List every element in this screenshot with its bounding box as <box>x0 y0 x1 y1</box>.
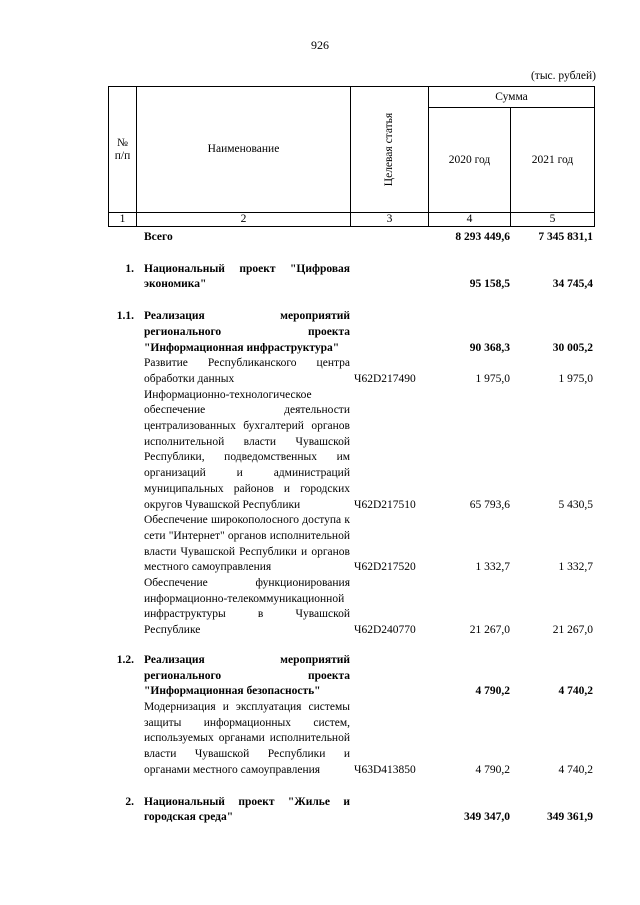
total-row <box>108 230 596 246</box>
header-year-2020: 2020 год <box>429 108 511 213</box>
table-row <box>108 576 596 639</box>
row-2020: 65 793,6 <box>469 498 510 511</box>
row-2020: 90 368,3 <box>469 341 510 354</box>
row-2021: 4 740,2 <box>558 685 593 698</box>
table-row <box>108 653 596 700</box>
row-code: Ч62D240770 <box>354 624 416 637</box>
row-number: 1.2. <box>116 653 134 666</box>
page-number: 926 <box>311 38 329 52</box>
row-code: Ч62D217490 <box>354 372 416 385</box>
row-name: Реализация мероприятий регионального проекта "Информационная безопасность" <box>144 653 350 698</box>
row-2021: 21 267,0 <box>552 624 593 637</box>
table-row <box>108 795 596 826</box>
table-row <box>108 309 596 356</box>
row-name: Национальный проект "Цифровая экономика" <box>144 262 350 291</box>
header-year-2021: 2021 год <box>511 108 595 213</box>
row-number: 1. <box>125 262 134 275</box>
table-row <box>108 388 596 514</box>
table-row <box>108 700 596 779</box>
header-name: Наименование <box>137 87 351 213</box>
row-2020: 95 158,5 <box>469 278 510 291</box>
row-name: Модернизация и эксплуатация системы защиты информационных систем, используемых органами исполнительной власти Чувашской Республики и органами местного самоуправления <box>144 700 350 776</box>
row-name: Обеспечение функционирования информационно-телекоммуникационной инфраструктуры в Чувашской Республике <box>144 577 350 637</box>
row-code: Ч62D217510 <box>354 498 416 511</box>
row-name: Реализация мероприятий регионального проекта "Информационная инфраструктура" <box>144 310 350 354</box>
row-2020: 21 267,0 <box>469 624 510 637</box>
row-2021: 1 975,0 <box>558 372 593 385</box>
row-2020: 4 790,2 <box>475 685 510 698</box>
row-name: Информационно-технологическое обеспечение деятельности централизованных бухгалтерий органов исполнительной власти Чувашской Республики, подведомственных им организаций и администраций муниципальных районов и городских округов Чувашской Республики <box>144 388 350 511</box>
row-2021: 5 430,5 <box>558 498 593 511</box>
table-header <box>108 86 595 227</box>
col-number: 4 <box>429 213 511 227</box>
row-2021: 30 005,2 <box>552 341 593 354</box>
table-row <box>108 513 596 576</box>
row-2020: 349 347,0 <box>464 811 510 824</box>
header-code: Целевая статья <box>351 87 429 213</box>
row-2021: 34 745,4 <box>552 278 593 291</box>
col-number: 2 <box>137 213 351 227</box>
units-note: (тыс. рублей) <box>530 70 596 82</box>
table-row <box>108 356 596 387</box>
col-number: 5 <box>511 213 595 227</box>
table-body <box>108 230 596 826</box>
row-code: Ч63D413850 <box>354 763 416 776</box>
total-2020: 8 293 449,6 <box>455 231 510 243</box>
row-name: Развитие Республиканского центра обработки данных <box>144 357 350 385</box>
header-num: № п/п <box>109 87 137 213</box>
row-2021: 1 332,7 <box>558 561 593 574</box>
col-number: 3 <box>351 213 429 227</box>
table-row <box>108 262 596 293</box>
row-code: Ч62D217520 <box>354 561 416 574</box>
row-name: Национальный проект "Жилье и городская среда" <box>144 795 350 824</box>
column-number-row <box>109 213 595 227</box>
row-name: Обеспечение широкополосного доступа к сети "Интернет" органов исполнительной власти Чувашской Республики и органов местного самоуправления <box>144 514 350 574</box>
row-2020: 1 332,7 <box>475 561 510 574</box>
row-number: 1.1. <box>116 310 134 323</box>
total-2021: 7 345 831,1 <box>538 231 593 243</box>
total-label: Всего <box>144 231 173 243</box>
row-2020: 1 975,0 <box>475 372 510 385</box>
row-2021: 4 740,2 <box>558 763 593 776</box>
row-number: 2. <box>125 795 134 808</box>
row-2020: 4 790,2 <box>475 763 510 776</box>
header-sum: Сумма <box>429 87 595 108</box>
col-number: 1 <box>109 213 137 227</box>
row-2021: 349 361,9 <box>547 811 593 824</box>
